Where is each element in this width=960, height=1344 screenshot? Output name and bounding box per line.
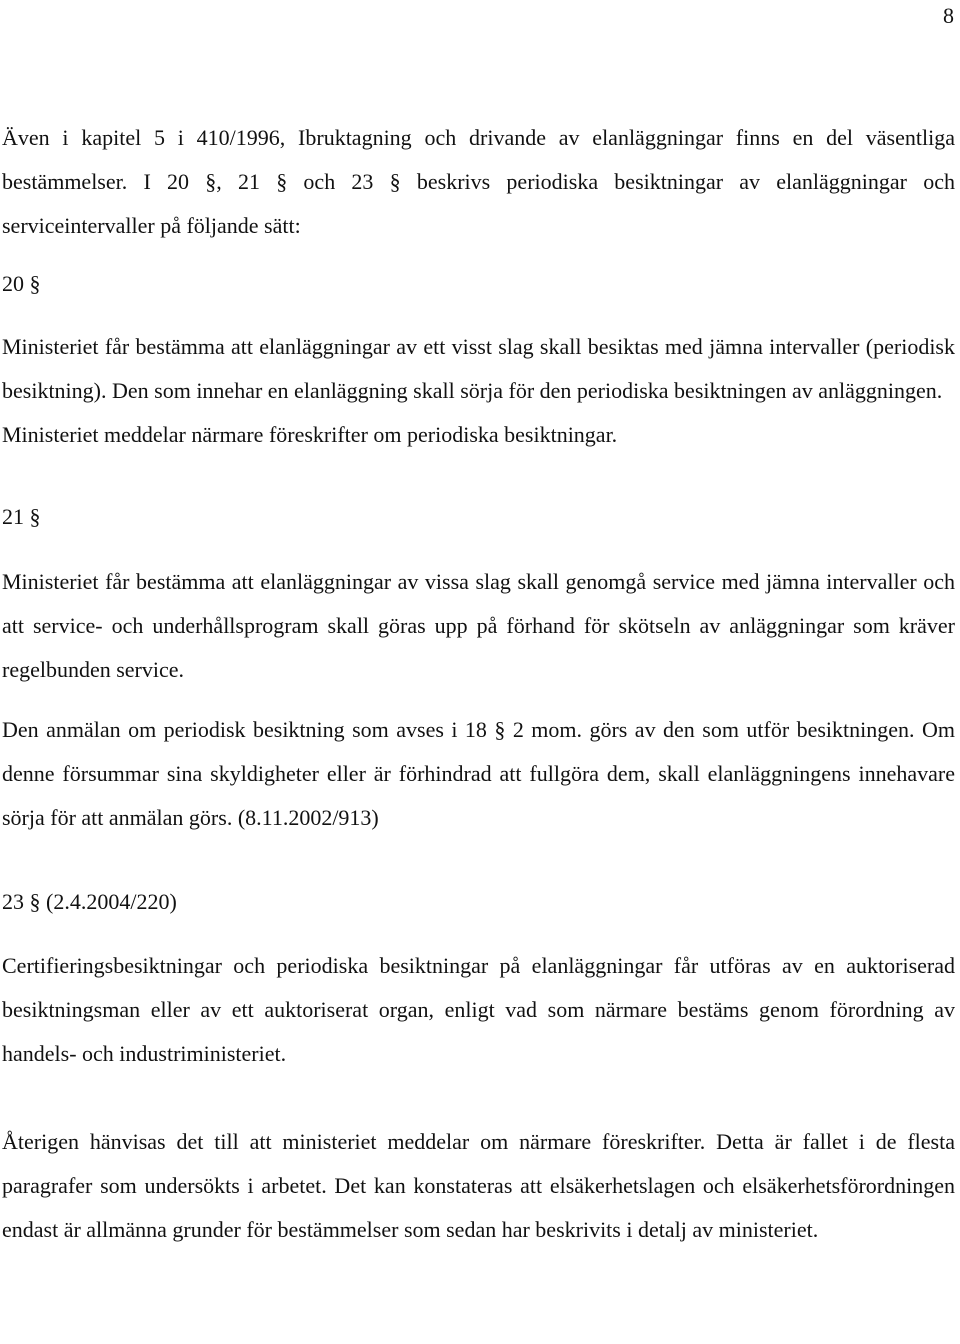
- section-21-paragraph-2: Den anmälan om periodisk besiktning som avses i 18 § 2 mom. görs av den som utför besiktningen. Om denne försummar sina skyldigheter eller är förhindrad att fullgöra dem, skall elanläggningens innehavare sörja för att anmälan görs. (8.11.2002/913): [2, 717, 955, 830]
- section-20-heading: 20 §: [2, 271, 41, 296]
- section-20-paragraph-2: Ministeriet meddelar närmare föreskrifter om periodiska besiktningar.: [2, 422, 618, 447]
- section-23-paragraph-1: Certifieringsbesiktningar och periodiska besiktningar på elanläggningar får utföras av en auktoriserad besiktningsman eller av ett auktoriserat organ, enligt vad som närmare bestäms genom förordning av handels- och industriministeriet.: [2, 953, 955, 1066]
- intro-paragraph: Även i kapitel 5 i 410/1996, Ibruktagning och drivande av elanläggningar finns en del väsentliga bestämmelser. I 20 §, 21 § och 23 § beskrivs periodiska besiktningar av elanläggningar och serviceintervaller på följande sätt:: [2, 125, 955, 238]
- section-23-heading: 23 § (2.4.2004/220): [2, 889, 177, 914]
- page-number: 8: [943, 3, 954, 28]
- section-20-paragraph-1: Ministeriet får bestämma att elanläggningar av ett visst slag skall besiktas med jämna intervaller (periodisk besiktning). Den som innehar en elanläggning skall sörja för den periodiska besiktningen av anläggningen.: [2, 334, 955, 403]
- closing-paragraph: Återigen hänvisas det till att ministeriet meddelar om närmare föreskrifter. Detta är fallet i de flesta paragrafer som undersökts i arbetet. Det kan konstateras att elsäkerhetslagen och elsäkerhetsförordningen endast är allmänna grunder för bestämmelser som sedan har beskrivits i detalj av ministeriet.: [2, 1129, 955, 1242]
- section-21-paragraph-1: Ministeriet får bestämma att elanläggningar av vissa slag skall genomgå service med jämna intervaller och att service- och underhållsprogram skall göras upp på förhand för skötseln av anläggningar som kräver regelbunden service.: [2, 569, 955, 682]
- section-21-heading: 21 §: [2, 504, 41, 529]
- document-body: [2, 116, 955, 1252]
